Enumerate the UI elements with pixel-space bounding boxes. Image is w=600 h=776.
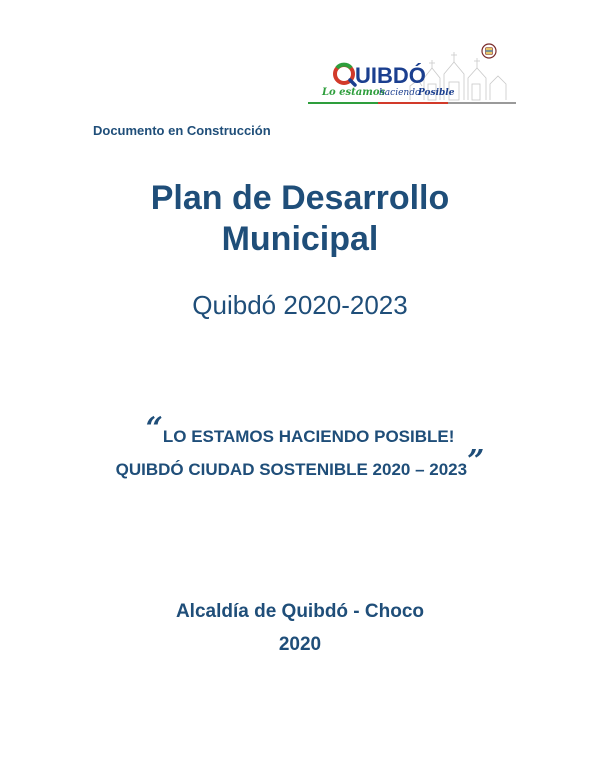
title-line-2: Municipal [221,220,379,258]
coat-of-arms-icon [482,44,496,58]
slogan-line-2-wrap [0,444,600,486]
page-title [0,178,600,260]
svg-text:Lo estamos: Lo estamos [322,87,386,98]
close-quote: ” [467,444,485,479]
quibdo-logo [306,38,518,108]
slogan-line-1: LO ESTAMOS HACIENDO POSIBLE! [162,427,455,446]
publication-year: 2020 [278,634,322,655]
slogan-line-2: QUIBDÓ CIUDAD SOSTENIBLE 2020 – 2023 [115,460,468,479]
title-line-1: Plan de Desarrollo [150,179,450,217]
slogan [0,411,600,486]
quibdo-wordmark [335,63,426,88]
quibdo-tagline [321,87,455,98]
svg-text:Posible: Posible [418,88,455,98]
svg-text:UIBDÓ: UIBDÓ [355,63,426,88]
slogan-line-1-wrap [0,411,600,453]
open-quote: “ [145,411,163,446]
svg-text:haciendo: haciendo [379,88,421,98]
page-subtitle: Quibdó 2020-2023 [192,290,408,320]
document-status-note: Documento en Construcción [93,123,271,138]
organization-name: Alcaldía de Quibdó - Choco [175,601,425,622]
quibdo-logo-graphic [306,38,518,108]
logo-underline [308,102,516,104]
